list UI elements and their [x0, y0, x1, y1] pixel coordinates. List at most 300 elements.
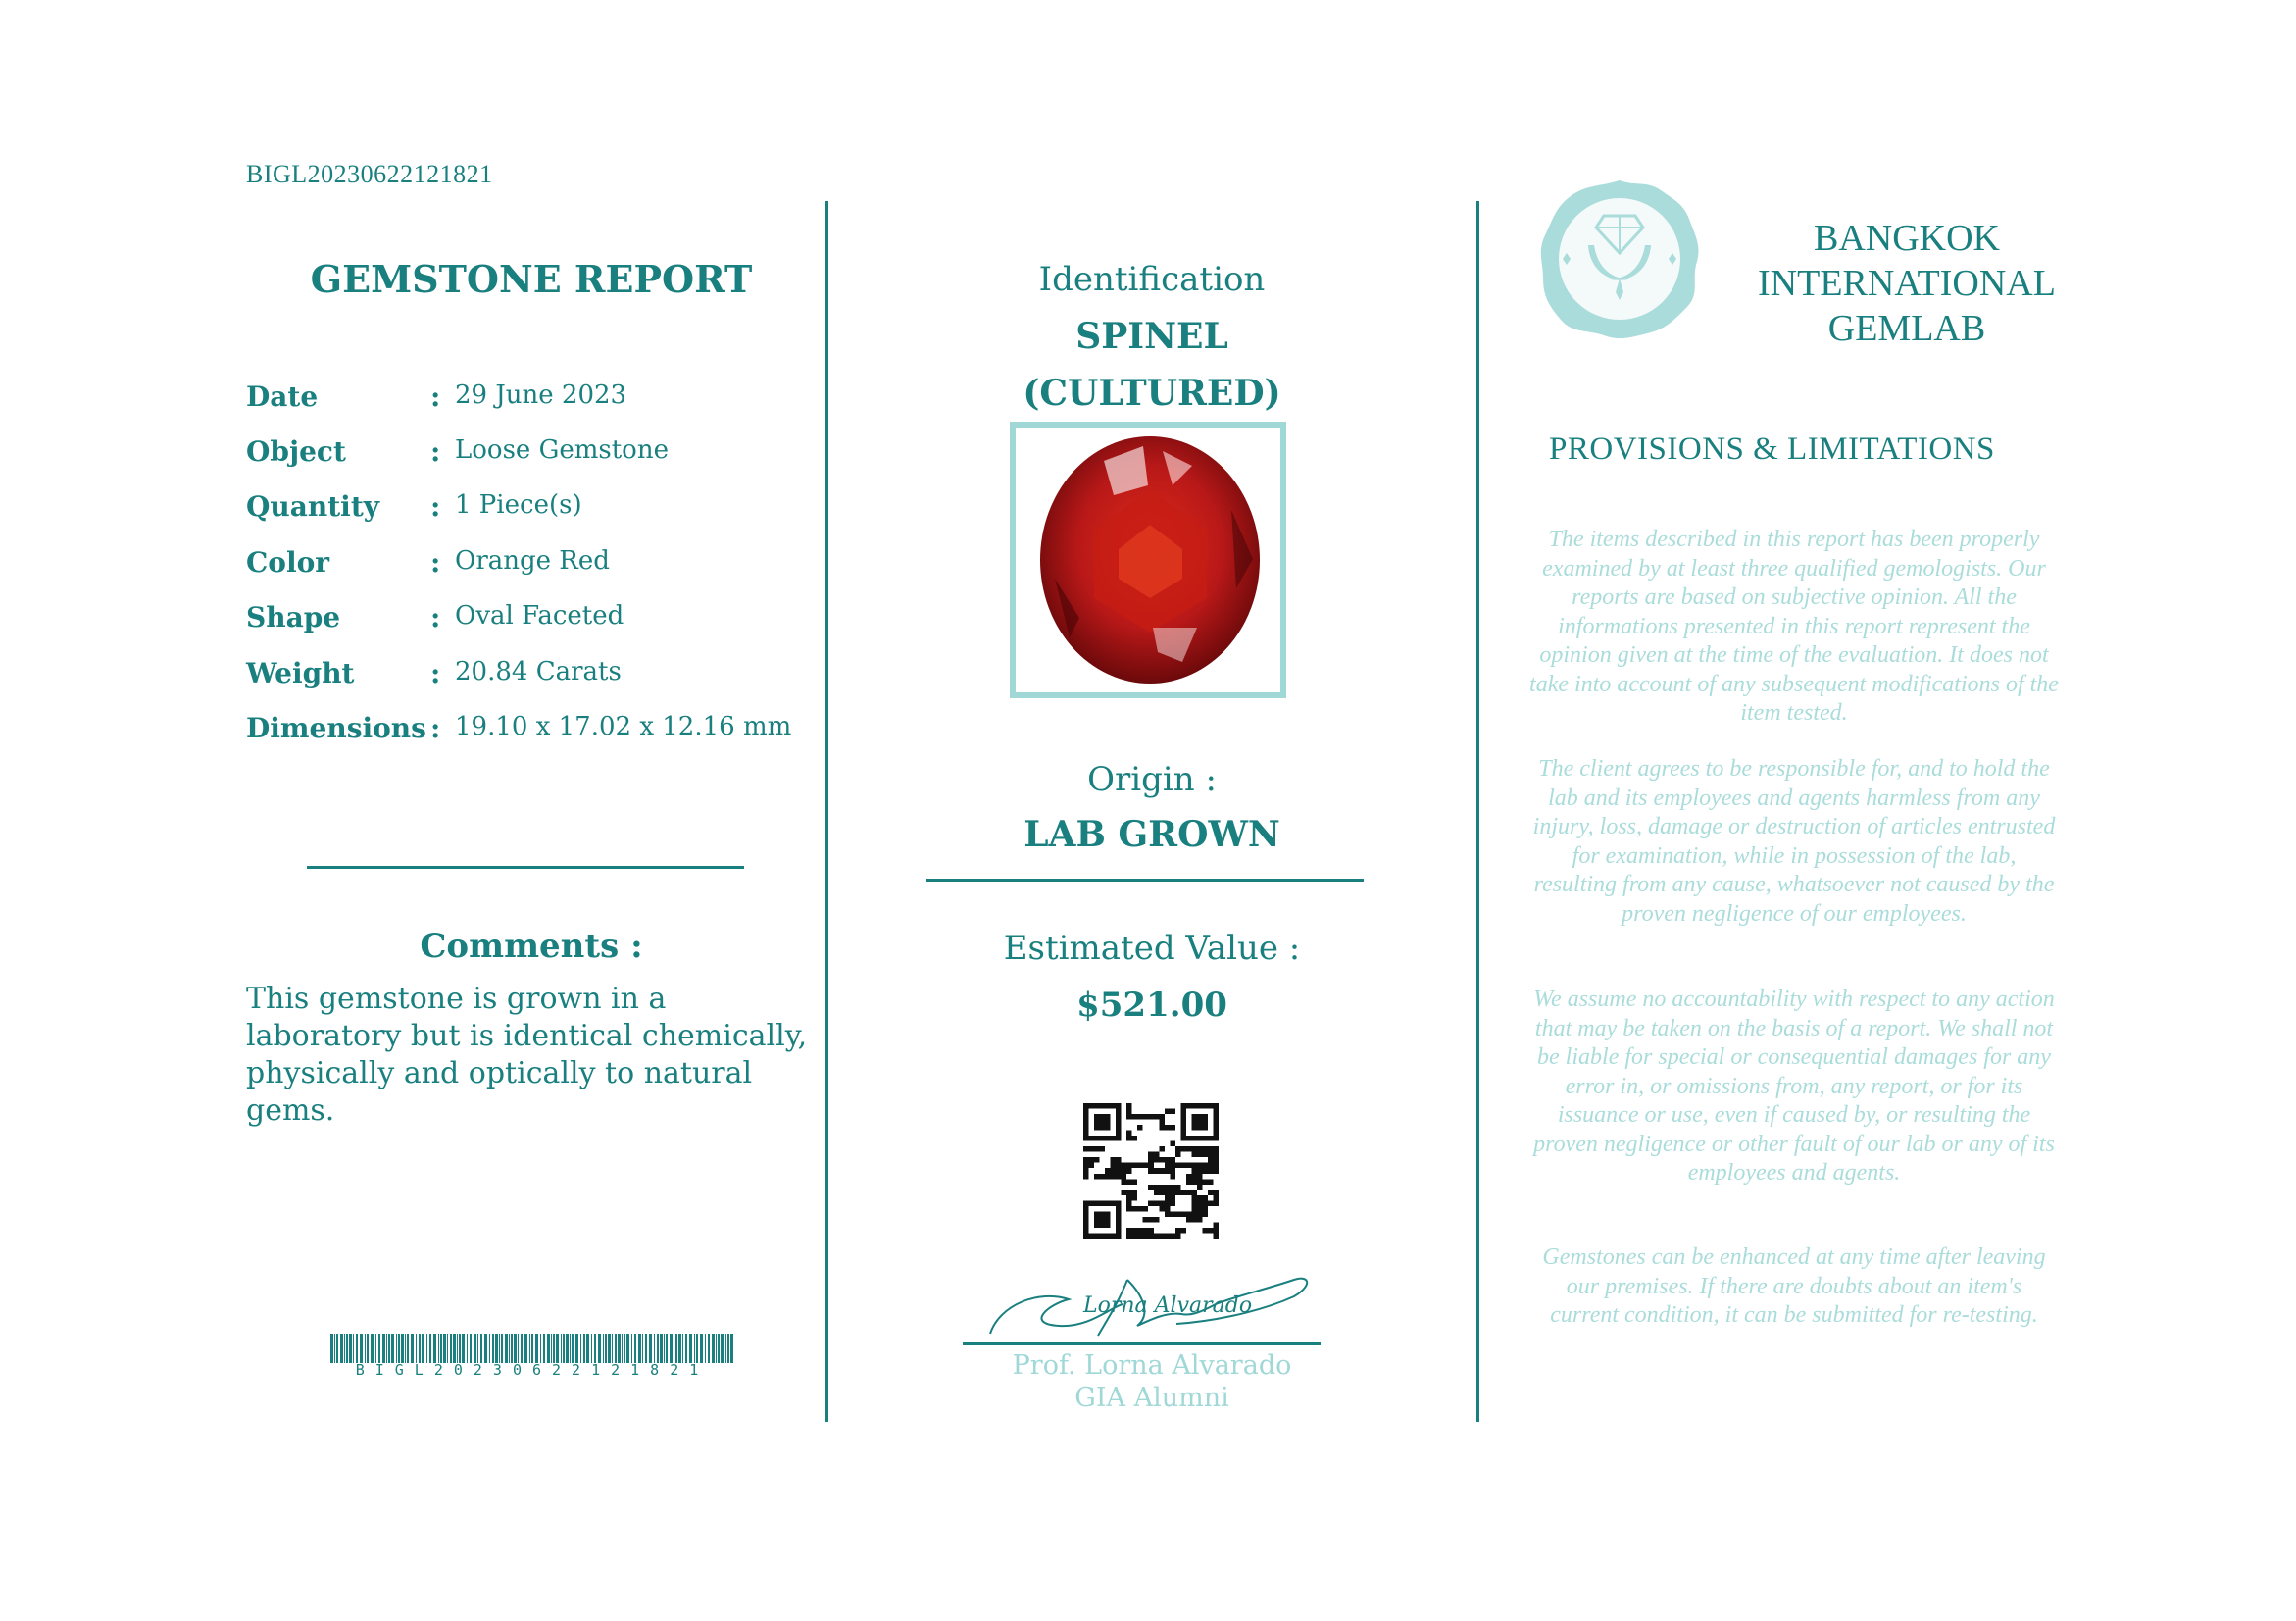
barcode-bar	[660, 1334, 663, 1363]
qr-module	[1191, 1211, 1197, 1217]
qr-module	[1191, 1179, 1197, 1185]
qr-module	[1208, 1200, 1214, 1206]
barcode-bar	[433, 1334, 436, 1363]
qr-module	[1132, 1206, 1138, 1212]
qr-module	[1202, 1228, 1208, 1234]
qr-module	[1126, 1114, 1132, 1120]
qr-module	[1208, 1157, 1214, 1163]
qr-module	[1213, 1222, 1219, 1228]
field-label: Shape	[246, 601, 341, 633]
barcode-bar	[678, 1334, 681, 1363]
report-title: GEMSTONE REPORT	[310, 257, 753, 301]
barcode-bar	[419, 1334, 421, 1363]
barcode-bar	[603, 1334, 604, 1363]
barcode-bar	[492, 1334, 494, 1363]
qr-module	[1154, 1152, 1160, 1158]
qr-module	[1116, 1163, 1122, 1169]
qr-module	[1122, 1168, 1127, 1174]
qr-module	[1186, 1211, 1192, 1217]
barcode-bar	[480, 1334, 482, 1363]
barcode-bar	[535, 1334, 538, 1363]
qr-module	[1197, 1152, 1203, 1158]
barcode-bar	[725, 1334, 726, 1363]
barcode-bar	[612, 1334, 613, 1363]
qr-module	[1165, 1109, 1171, 1115]
qr-module	[1126, 1179, 1132, 1185]
qr-module	[1170, 1141, 1175, 1147]
qr-module	[1197, 1179, 1203, 1185]
qr-module	[1126, 1206, 1132, 1212]
qr-module	[1100, 1174, 1106, 1180]
barcode-bar	[657, 1334, 659, 1363]
field-separator: :	[430, 380, 441, 413]
field-separator: :	[430, 490, 441, 523]
qr-module	[1202, 1200, 1208, 1206]
comments-text: This gemstone is grown in a laboratory but is identical chemically, physically and optically to natural gems.	[246, 982, 808, 1128]
lab-name-line: INTERNATIONAL	[1758, 263, 2056, 304]
barcode-bar	[605, 1334, 607, 1363]
qr-module	[1083, 1157, 1089, 1163]
qr-module	[1154, 1200, 1160, 1206]
barcode-bar	[495, 1334, 498, 1363]
qr-module	[1148, 1217, 1154, 1223]
field-value: Oval Faceted	[455, 601, 624, 631]
qr-module	[1208, 1168, 1214, 1174]
barcode-bar	[594, 1334, 596, 1363]
estimated-value-amount: $521.00	[1076, 986, 1227, 1025]
barcode-bar	[563, 1334, 565, 1363]
field-value: Orange Red	[455, 546, 610, 576]
barcode-bar	[477, 1334, 478, 1363]
qr-module	[1105, 1174, 1111, 1180]
qr-module	[1137, 1125, 1143, 1131]
qr-module	[1180, 1146, 1186, 1152]
qr-module	[1126, 1228, 1132, 1234]
field-value: 20.84 Carats	[455, 657, 622, 686]
qr-module	[1197, 1211, 1203, 1217]
qr-module	[1186, 1146, 1192, 1152]
barcode-bar	[484, 1334, 487, 1363]
qr-module	[1197, 1206, 1203, 1212]
barcode-bar	[708, 1334, 710, 1363]
qr-module	[1170, 1190, 1175, 1195]
lab-name	[1735, 216, 2078, 351]
qr-module	[1159, 1206, 1165, 1212]
qr-module	[1159, 1125, 1165, 1131]
origin-label: Origin :	[1087, 760, 1217, 799]
qr-module	[1126, 1168, 1132, 1174]
qr-module	[1111, 1168, 1117, 1174]
qr-module	[1083, 1168, 1089, 1174]
qr-module	[1122, 1174, 1127, 1180]
lab-name-line: BANGKOK	[1814, 218, 2000, 259]
qr-module	[1165, 1200, 1171, 1206]
qr-module	[1159, 1185, 1165, 1190]
qr-module	[1213, 1152, 1219, 1158]
qr-module	[1191, 1206, 1197, 1212]
barcode-bar	[598, 1334, 601, 1363]
barcode-bar	[467, 1334, 468, 1363]
qr-module	[1175, 1152, 1181, 1158]
barcode-bar	[556, 1334, 559, 1363]
qr-module	[1089, 1157, 1095, 1163]
barcode-bar	[340, 1334, 343, 1363]
barcode-bar	[580, 1334, 581, 1363]
qr-module	[1154, 1190, 1160, 1195]
qr-module	[1137, 1206, 1143, 1212]
gemstone-image	[1035, 431, 1265, 688]
qr-module	[1165, 1163, 1171, 1169]
qr-module	[1170, 1200, 1175, 1206]
qr-module	[1208, 1179, 1214, 1185]
qr-module	[1132, 1195, 1138, 1201]
qr-module	[1208, 1228, 1214, 1234]
qr-module	[1175, 1228, 1181, 1234]
qr-module	[1170, 1174, 1175, 1180]
qr-module	[1126, 1109, 1132, 1115]
qr-module	[1105, 1168, 1111, 1174]
qr-module	[1175, 1185, 1181, 1190]
barcode-bar	[631, 1334, 632, 1363]
signature-line	[963, 1342, 1321, 1345]
qr-module	[1208, 1146, 1214, 1152]
barcode-bar	[450, 1334, 452, 1363]
field-label: Color	[246, 546, 330, 579]
barcode-bar	[638, 1334, 641, 1363]
barcode-bar	[386, 1334, 387, 1363]
qr-module	[1159, 1233, 1165, 1239]
barcode-bar	[583, 1334, 585, 1363]
field-label: Date	[246, 380, 319, 413]
qr-module	[1132, 1136, 1138, 1141]
qr-module	[1132, 1190, 1138, 1195]
barcode-bar	[642, 1334, 643, 1363]
qr-module	[1159, 1157, 1165, 1163]
barcode-bar	[700, 1334, 703, 1363]
field-label: Quantity	[246, 490, 380, 523]
qr-module	[1089, 1163, 1095, 1169]
barcode-bar	[718, 1334, 720, 1363]
qr-module	[1165, 1185, 1171, 1190]
barcode-text: BIGL20230622121821	[355, 1361, 710, 1379]
qr-module	[1100, 1146, 1106, 1152]
qr-module	[1132, 1163, 1138, 1169]
qr-module	[1111, 1163, 1117, 1169]
signer-name: Prof. Lorna Alvarado	[1012, 1350, 1292, 1381]
qr-module	[1213, 1228, 1219, 1234]
qr-module	[1094, 1146, 1100, 1152]
barcode-bar	[547, 1334, 550, 1363]
qr-module	[1126, 1190, 1132, 1195]
barcode-bar	[553, 1334, 555, 1363]
qr-module	[1083, 1146, 1089, 1152]
qr-module	[1213, 1190, 1219, 1195]
qr-module	[1165, 1125, 1171, 1131]
barcode-bar	[447, 1334, 448, 1363]
barcode-bar	[591, 1334, 592, 1363]
qr-module	[1165, 1211, 1171, 1217]
qr-module	[1197, 1185, 1203, 1190]
identification-label: Identification	[1038, 260, 1266, 299]
qr-module	[1094, 1114, 1111, 1131]
qr-module	[1126, 1233, 1132, 1239]
barcode-bar	[457, 1334, 458, 1363]
barcode-bar	[551, 1334, 552, 1363]
qr-module	[1159, 1114, 1165, 1120]
qr-module	[1202, 1211, 1208, 1217]
barcode-bar	[685, 1334, 687, 1363]
qr-module	[1137, 1163, 1143, 1169]
report-number: BIGL20230622121821	[246, 160, 493, 188]
barcode-bar	[712, 1334, 715, 1363]
barcode-bar	[360, 1334, 363, 1363]
qr-module	[1197, 1174, 1203, 1180]
qr-module	[1197, 1163, 1203, 1169]
field-value: Loose Gemstone	[455, 435, 669, 465]
qr-module	[1132, 1179, 1138, 1185]
barcode-bar	[440, 1334, 442, 1363]
qr-module	[1186, 1190, 1192, 1195]
qr-module	[1213, 1200, 1219, 1206]
qr-module	[1111, 1174, 1117, 1180]
barcode-bar	[356, 1334, 358, 1363]
qr-module	[1143, 1233, 1149, 1239]
field-value: 1 Piece(s)	[455, 490, 582, 520]
barcode-bar	[730, 1334, 733, 1363]
qr-module	[1186, 1179, 1192, 1185]
qr-module	[1122, 1163, 1127, 1169]
qr-module	[1191, 1168, 1197, 1174]
qr-module	[1180, 1163, 1186, 1169]
barcode-bar	[509, 1334, 510, 1363]
qr-module	[1165, 1190, 1171, 1195]
qr-module	[1154, 1168, 1160, 1174]
barcode-bar	[330, 1334, 333, 1363]
qr-module	[1191, 1152, 1197, 1158]
barcode-bar	[489, 1334, 490, 1363]
qr-code[interactable]	[1083, 1103, 1219, 1239]
barcode-bar	[391, 1334, 394, 1363]
qr-module	[1137, 1114, 1143, 1120]
qr-module	[1191, 1190, 1197, 1195]
barcode-bar	[375, 1334, 376, 1363]
signature-script: Lorna Alvarado	[1083, 1293, 1253, 1318]
qr-module	[1159, 1190, 1165, 1195]
field-separator: :	[430, 601, 441, 633]
qr-module	[1126, 1163, 1132, 1169]
qr-module	[1213, 1233, 1219, 1239]
barcode-bar	[462, 1334, 465, 1363]
qr-module	[1180, 1228, 1186, 1234]
field-label: Object	[246, 435, 346, 468]
qr-module	[1170, 1233, 1175, 1239]
barcode-bar	[524, 1334, 527, 1363]
qr-module	[1170, 1157, 1175, 1163]
qr-module	[1170, 1211, 1175, 1217]
barcode-bar	[654, 1334, 655, 1363]
provisions-title: PROVISIONS & LIMITATIONS	[1549, 431, 1995, 467]
qr-module	[1175, 1146, 1181, 1152]
barcode-bar	[365, 1334, 366, 1363]
field-separator: :	[430, 435, 441, 468]
identification-value-qualifier: (CULTURED)	[1023, 373, 1281, 414]
barcode-bar	[453, 1334, 456, 1363]
barcode-bar	[575, 1334, 578, 1363]
qr-module	[1116, 1174, 1122, 1180]
barcode-bar	[608, 1334, 611, 1363]
barcode-bar	[401, 1334, 404, 1363]
barcode-bar	[675, 1334, 677, 1363]
barcode-bar	[634, 1334, 636, 1363]
barcode-bar	[649, 1334, 652, 1363]
qr-module	[1213, 1146, 1219, 1152]
barcode-bar	[426, 1334, 427, 1363]
qr-module	[1170, 1163, 1175, 1169]
divider	[307, 866, 744, 869]
qr-module	[1197, 1217, 1203, 1223]
lab-name-line: GEMLAB	[1827, 308, 1986, 349]
barcode-bar	[566, 1334, 569, 1363]
qr-module	[1202, 1179, 1208, 1185]
barcode-bar	[334, 1334, 335, 1363]
field-separator: :	[430, 546, 441, 579]
qr-module	[1180, 1211, 1186, 1217]
qr-module	[1191, 1114, 1208, 1131]
qr-module	[1126, 1131, 1132, 1137]
field-separator: :	[430, 712, 441, 744]
qr-module	[1180, 1190, 1186, 1195]
qr-module	[1202, 1152, 1208, 1158]
barcode-bar	[572, 1334, 574, 1363]
barcode-bar	[626, 1334, 629, 1363]
qr-module	[1148, 1163, 1154, 1169]
qr-module	[1159, 1168, 1165, 1174]
qr-module	[1197, 1200, 1203, 1206]
qr-module	[1165, 1157, 1171, 1163]
estimated-value-label: Estimated Value :	[1003, 929, 1301, 968]
barcode-bar	[586, 1334, 589, 1363]
qr-module	[1170, 1125, 1175, 1131]
barcode-bar	[382, 1334, 385, 1363]
identification-value: SPINEL	[1075, 316, 1228, 357]
qr-module	[1154, 1185, 1160, 1190]
barcode-bar	[378, 1334, 380, 1363]
barcode-bar	[716, 1334, 717, 1363]
qr-module	[1143, 1228, 1149, 1234]
qr-module	[1083, 1174, 1089, 1180]
qr-module	[1191, 1163, 1197, 1169]
qr-module	[1122, 1190, 1127, 1195]
barcode-bar	[422, 1334, 424, 1363]
field-label: Weight	[246, 657, 355, 689]
barcode-bar	[346, 1334, 348, 1363]
qr-module	[1126, 1200, 1132, 1206]
barcode-bar	[349, 1334, 352, 1363]
qr-module	[1170, 1195, 1175, 1201]
barcode-bar	[511, 1334, 513, 1363]
qr-module	[1197, 1168, 1203, 1174]
qr-module	[1116, 1168, 1122, 1174]
barcode-bar	[618, 1334, 621, 1363]
barcode-bar	[727, 1334, 729, 1363]
barcode-bar	[438, 1334, 439, 1363]
qr-module	[1159, 1120, 1165, 1126]
barcode-bar	[529, 1334, 530, 1363]
barcode-bar	[561, 1334, 562, 1363]
qr-module	[1197, 1195, 1203, 1201]
barcode-bar	[388, 1334, 390, 1363]
qr-module	[1148, 1152, 1154, 1158]
qr-module	[1191, 1174, 1197, 1180]
barcode-bar	[405, 1334, 406, 1363]
barcode-bar	[705, 1334, 706, 1363]
barcode-bar	[499, 1334, 500, 1363]
qr-module	[1143, 1206, 1149, 1212]
barcode-bar	[570, 1334, 571, 1363]
qr-module	[1165, 1233, 1171, 1239]
qr-module	[1143, 1114, 1149, 1120]
signature	[980, 1265, 1319, 1343]
qr-module	[1202, 1195, 1208, 1201]
barcode-bar	[459, 1334, 461, 1363]
barcode-bar	[474, 1334, 476, 1363]
qr-module	[1202, 1206, 1208, 1212]
qr-module	[1186, 1163, 1192, 1169]
origin-value: LAB GROWN	[1023, 814, 1280, 855]
barcode-bar	[666, 1334, 668, 1363]
field-value: 19.10 x 17.02 x 12.16 mm	[455, 712, 792, 741]
qr-module	[1186, 1217, 1192, 1223]
qr-module	[1132, 1114, 1138, 1120]
barcode-bar	[411, 1334, 414, 1363]
qr-module	[1191, 1217, 1197, 1223]
qr-module	[1148, 1114, 1154, 1120]
qr-module	[1191, 1195, 1197, 1201]
qr-module	[1175, 1211, 1181, 1217]
barcode-bar	[353, 1334, 354, 1363]
qr-module	[1191, 1200, 1197, 1206]
barcode-bar	[696, 1334, 698, 1363]
barcode-bar	[367, 1334, 369, 1363]
qr-module	[1089, 1146, 1095, 1152]
qr-module	[1197, 1146, 1203, 1152]
qr-module	[1148, 1200, 1154, 1206]
qr-module	[1202, 1146, 1208, 1152]
qr-module	[1094, 1174, 1100, 1180]
qr-module	[1191, 1146, 1197, 1152]
qr-module	[1126, 1136, 1132, 1141]
column-divider	[1476, 201, 1479, 1422]
barcode-bar	[543, 1334, 545, 1363]
qr-module	[1143, 1163, 1149, 1169]
barcode-bar	[416, 1334, 417, 1363]
barcode-bar	[645, 1334, 647, 1363]
barcode-bar	[443, 1334, 446, 1363]
barcode-bar	[622, 1334, 623, 1363]
qr-module	[1170, 1185, 1175, 1190]
barcode-bar	[682, 1334, 683, 1363]
barcode-bar	[670, 1334, 673, 1363]
provisions-paragraph: The client agrees to be responsible for, and to hold the lab and its employees and agents harmless from any injury, loss, damage or destruction of articles entrusted for examination, while in possession of the lab, resulting from any cause, whatsoever not caused by the proven negligence of our employees.	[1532, 756, 2056, 927]
qr-module	[1126, 1103, 1132, 1109]
field-value: 29 June 2023	[455, 380, 627, 410]
barcode-bar	[540, 1334, 541, 1363]
barcode-bar	[518, 1334, 519, 1363]
provisions-paragraph: We assume no accountability with respect to any action that may be taken on the basis of a report. We shall not be liable for special or consequential damages for any error in, or omissions from, any report, or for its issuance or use, even if caused by, or resulting the proven negligence or other fault of our lab or any of its employees and agents.	[1533, 987, 2055, 1186]
qr-module	[1148, 1185, 1154, 1190]
divider	[926, 879, 1364, 882]
barcode-bar	[689, 1334, 692, 1363]
